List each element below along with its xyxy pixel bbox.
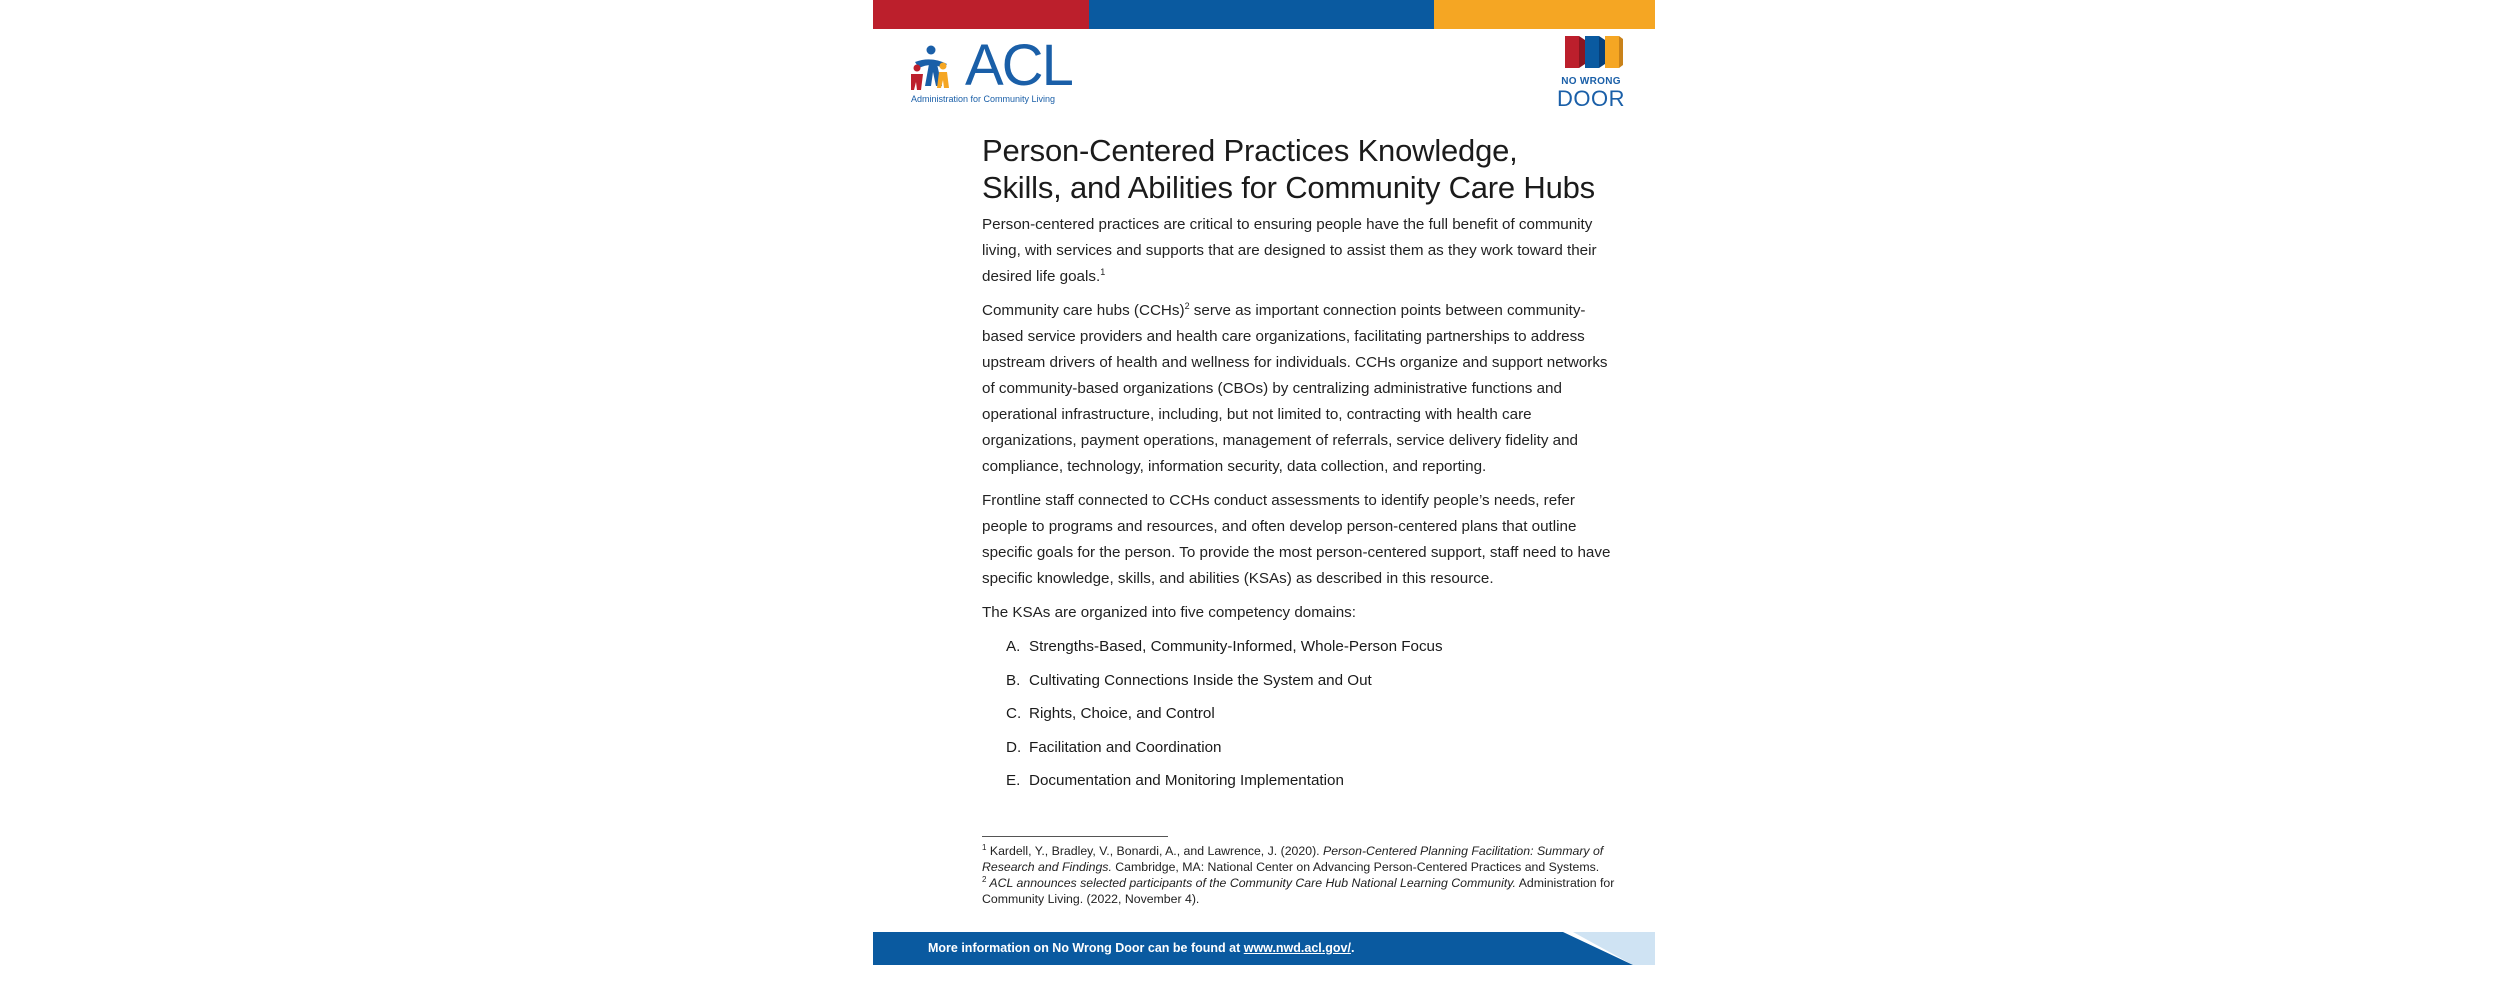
acl-wordmark: ACL	[965, 33, 1072, 98]
footnote-divider	[982, 836, 1168, 837]
domain-text: Strengths-Based, Community-Informed, Whole-Person Focus	[1029, 638, 1443, 655]
acl-logo	[909, 33, 1072, 106]
competency-domains-list	[982, 634, 1612, 794]
document-title-line1: Person-Centered Practices Knowledge,	[982, 133, 1518, 168]
domain-item	[1006, 668, 1612, 694]
document-title-line2: Skills, and Abilities for Community Care Hubs	[982, 170, 1595, 205]
footer-text	[928, 941, 1354, 955]
no-wrong-door-logo	[1551, 34, 1631, 110]
footnote-2-number: 2	[982, 874, 987, 884]
footnote-2-source: Administration for Community Living. (2022, November 4).	[982, 876, 1615, 906]
footer-text-suffix: .	[1350, 941, 1355, 955]
domain-item	[1006, 634, 1612, 660]
color-band-red	[873, 0, 1089, 29]
acl-tagline: Administration for Community Living	[911, 94, 1056, 104]
footer-banner	[873, 932, 1655, 965]
frontline-paragraph: Frontline staff connected to CCHs conduct assessments to identify people’s needs, refer people to programs and resources, and often develop person-centered plans that outline specific goals for the person. To provide the most person-centered support, staff need to have specific knowledge, skills, and abilities (KSAs) as described in this resource.	[982, 492, 1611, 587]
footnote-1	[982, 843, 1622, 875]
footnote-ref-2[interactable]: 2	[1184, 300, 1190, 311]
domain-item	[1006, 701, 1612, 727]
document-page	[873, 0, 1655, 965]
domain-text: Documentation and Monitoring Implementation	[1029, 772, 1344, 789]
cch-paragraph	[982, 298, 1612, 480]
footnote-1-number: 1	[982, 842, 987, 852]
footnotes	[982, 843, 1622, 907]
document-title	[982, 132, 1612, 206]
domain-item	[1006, 735, 1612, 761]
footnote-2-title: ACL announces selected participants of the Community Care Hub National Learning Community.	[986, 876, 1516, 890]
doors-icon	[1563, 34, 1623, 70]
color-band	[873, 0, 1655, 29]
intro-paragraph-text: Person-centered practices are critical to ensuring people have the full benefit of community living, with services and supports that are designed to assist them as they work toward their desired life goals.	[982, 216, 1597, 285]
footnote-1-publisher: Cambridge, MA: National Center on Advancing Person-Centered Practices and Systems.	[1111, 860, 1600, 874]
footnote-1-title: Person-Centered Planning Facilitation: Summary of Research and Findings.	[982, 844, 1604, 874]
nwd-logo-line1: NO WRONG	[1561, 76, 1621, 87]
cch-paragraph-text: serve as important connection points between community-based service providers and health care organizations, facilitating partnerships to address upstream drivers of health and wellness for individuals. CCHs organize and support networks of community-based organizations (CBOs) by centralizing administrative functions and operational infrastructure, including, but not limited to, contracting with health care organizations, payment operations, management of referrals, service delivery fidelity and compliance, technology, information security, data collection, and reporting.	[982, 302, 1608, 475]
color-band-orange	[1434, 0, 1655, 29]
footnote-ref-1[interactable]: 1	[1100, 266, 1106, 277]
footnote-1-authors: Kardell, Y., Bradley, V., Bonardi, A., and Lawrence, J. (2020).	[986, 844, 1323, 858]
domain-letter: C.	[1006, 705, 1022, 722]
footnote-2	[982, 875, 1622, 907]
domain-letter: B.	[1006, 671, 1021, 689]
domain-text: Facilitation and Coordination	[1029, 738, 1222, 756]
nwd-logo-line2: DOOR	[1557, 86, 1625, 111]
domain-item	[1006, 768, 1612, 794]
color-band-blue	[1089, 0, 1434, 29]
domain-text: Rights, Choice, and Control	[1029, 705, 1215, 722]
domains-intro: The KSAs are organized into five competency domains:	[982, 604, 1356, 621]
footer-text-lead: More information on No Wrong Door can be found at	[928, 941, 1244, 955]
domain-letter: A.	[1006, 638, 1021, 655]
cch-paragraph-lead: Community care hubs (CCHs)	[982, 302, 1185, 319]
nwd-website-link[interactable]: www.nwd.acl.gov/	[1243, 941, 1351, 955]
intro-paragraph	[982, 212, 1612, 290]
domain-text: Cultivating Connections Inside the System and Out	[1029, 671, 1372, 689]
domain-letter: D.	[1006, 738, 1022, 756]
acl-figures-icon	[909, 42, 969, 94]
document-body	[982, 132, 1612, 802]
domain-letter: E.	[1006, 772, 1021, 789]
